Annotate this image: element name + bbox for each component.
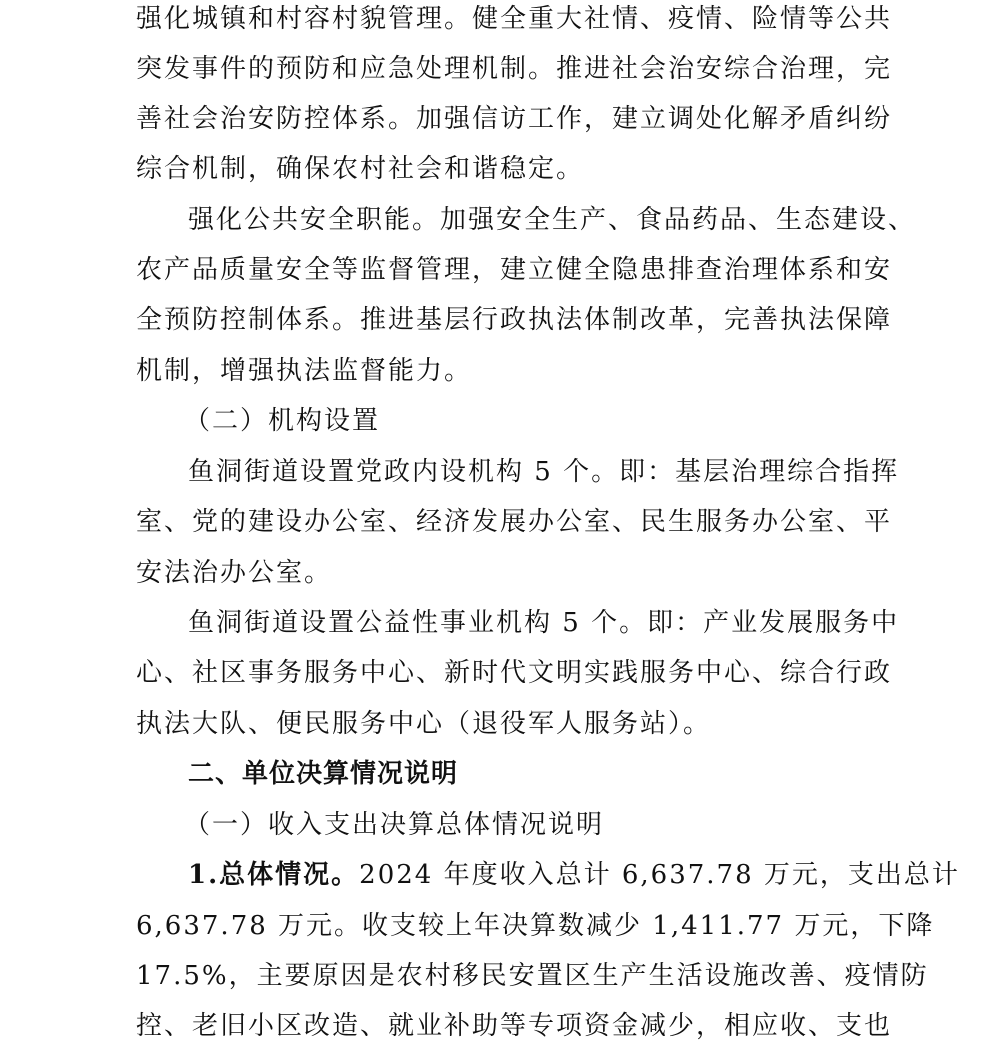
paragraph-line: 全预防控制体系。推进基层行政执法体制改革，完善执法保障 — [136, 305, 893, 335]
section-heading: 二、单位决算情况说明 — [188, 759, 459, 789]
paragraph-line: 鱼洞街道设置公益性事业机构 5 个。即：产业发展服务中 — [188, 608, 900, 638]
paragraph-line: 6,637.78 万元。收支较上年决算数减少 1,411.77 万元，下降 — [136, 911, 935, 941]
paragraph-line: 安法治办公室。 — [136, 558, 333, 588]
paragraph-line: 机制，增强执法监督能力。 — [136, 356, 473, 386]
paragraph-line: 强化城镇和村容村貌管理。健全重大社情、疫情、险情等公共 — [136, 4, 893, 34]
paragraph-line: 善社会治安防控体系。加强信访工作，建立调处化解矛盾纠纷 — [136, 104, 893, 134]
lead-in-label: 1.总体情况。 — [188, 860, 360, 890]
paragraph-line: 17.5%，主要原因是农村移民安置区生产生活设施改善、疫情防 — [136, 961, 929, 991]
paragraph-line: 执法大队、便民服务中心（退役军人服务站）。 — [136, 709, 712, 739]
paragraph-line: 强化公共安全职能。加强安全生产、食品药品、生态建设、 — [188, 205, 917, 235]
paragraph-line: 心、社区事务服务中心、新时代文明实践服务中心、综合行政 — [136, 658, 893, 688]
paragraph-line: 农产品质量安全等监督管理，建立健全隐患排查治理体系和安 — [136, 255, 893, 285]
section-subheading: （二）机构设置 — [184, 406, 381, 436]
paragraph-line: 控、老旧小区改造、就业补助等专项资金减少，相应收、支也 — [136, 1011, 893, 1041]
paragraph-line — [188, 850, 960, 900]
lead-in-text: 2024 年度收入总计 6,637.78 万元，支出总计 — [359, 860, 960, 890]
paragraph-line: 综合机制，确保农村社会和谐稳定。 — [136, 154, 585, 184]
section-subheading: （一）收入支出决算总体情况说明 — [184, 810, 605, 840]
paragraph-line: 突发事件的预防和应急处理机制。推进社会治安综合治理，完 — [136, 54, 893, 84]
paragraph-line: 鱼洞街道设置党政内设机构 5 个。即：基层治理综合指挥 — [188, 457, 900, 487]
paragraph-line: 室、党的建设办公室、经济发展办公室、民生服务办公室、平 — [136, 507, 893, 537]
